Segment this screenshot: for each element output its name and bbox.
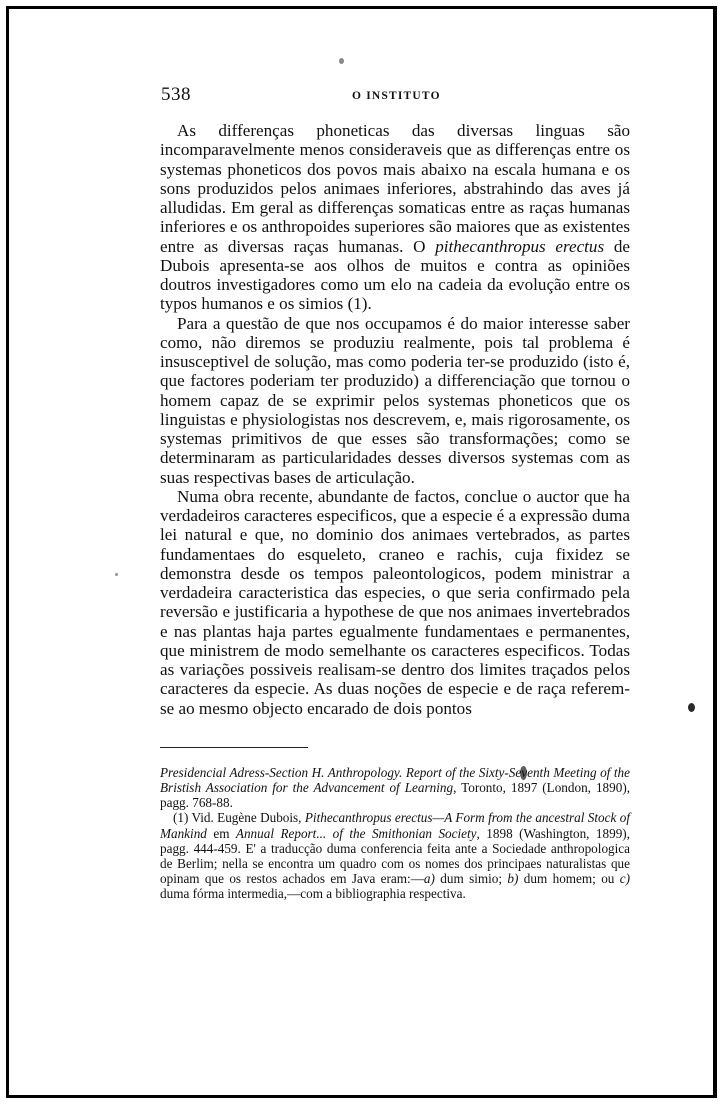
species-name: pithecanthropus erectus xyxy=(435,236,605,256)
footnote-1: (1) Vid. Eugène Dubois, Pithecanthropus erectus—A Form from the ancestral Stock of Mankind em Annual Report... of the Smithonian Society, 1898 (Washington, 1899), pagg. 444-459. E' a traducção duma conferencia feita ante a Sociedade anthropologica de Berlim; nella se encontra um quadro com os nomes dos principaes naturalistas que opinam que os restos achados em Java eram:—a) dum simio; b) dum homem; ou c) duma fórma intermedia,—com a bibliographia respectiva. xyxy=(160,810,630,902)
book-page xyxy=(160,84,630,902)
paragraph: Numa obra recente, abundante de factos, conclue o auctor que ha verdadeiros caracteres especificos, que a especie é a expressão duma lei natural e que, no dominio dos animaes vertebrados, as partes fundamentaes do esqueleto, craneo e rachis, cuja fixidez se demonstra desde os tempos paleontologicos, podem ministrar a verdadeira caracteristica das especies, o que seria confirmado pela reversão e justificaria a hypothese de que nos animaes invertebrados e nas plantas haja partes egualmente fundamentaes e permanentes, que ministrem de modo semelhante os caracteres especificos. Todas as variações possiveis realisam-se dentro dos limites traçados pelos caracteres da especie. As duas noções de especie e de raça referem-se ao mesmo objecto encarado de dois pontos xyxy=(160,486,630,718)
paragraph xyxy=(160,121,630,314)
ink-blot xyxy=(339,58,344,64)
footnote-reference: Presidencial Adress-Section H. Anthropology. Report of the Sixty-Seventh Meeting of the Bristish Association for the Advancement of Learning, Toronto, 1897 (London, 1890), pagg. 768-88. xyxy=(160,764,631,811)
paragraph: Para a questão de que nos occupamos é do maior interesse saber como, não diremos se produziu realmente, pois tal problema é insusceptivel de solução, mas como poderia ter-se produzido (isto é, que factores poderiam ter produzido) a differenciação que tornou o homem capaz de se exprimir pelos systemas phoneticos que os linguistas e physiologistas nos descrevem, e, mais rigorosamente, os systemas primitivos de que esses são transformações; como se determinaram as particularidades desses diversos systemas com as suas respectivas bases de articulação. xyxy=(160,313,630,487)
ink-blot xyxy=(688,703,695,712)
footnotes xyxy=(160,765,630,902)
page-number: 538 xyxy=(161,84,191,105)
pithecanthropus-sentence: O pithecanthropus erectus de Dubois apresenta-se aos olhos de muitos e contra as opiniões doutros investigadores como um elo na cadeia da evolução entre os typos humanos e os simios (1). xyxy=(160,236,630,314)
body-text xyxy=(160,121,630,718)
running-title: O INSTITUTO xyxy=(352,90,441,102)
ink-blot xyxy=(115,573,118,576)
paragraph-text: As differenças phoneticas das diversas linguas são incomparavelmente menos consideraveis que as differenças entre os systemas phoneticos dos povos mais abaixo na escala humana e os sons produzidos pelos animaes inferiores, abstrahindo das aves já alludidas. Em geral as differenças somaticas entre as raças humanas inferiores e os anthropoides superiores são maiores que as existentes entre as diversas raças humanas. xyxy=(160,121,630,256)
footnote-separator xyxy=(160,747,308,748)
running-head xyxy=(160,84,630,114)
